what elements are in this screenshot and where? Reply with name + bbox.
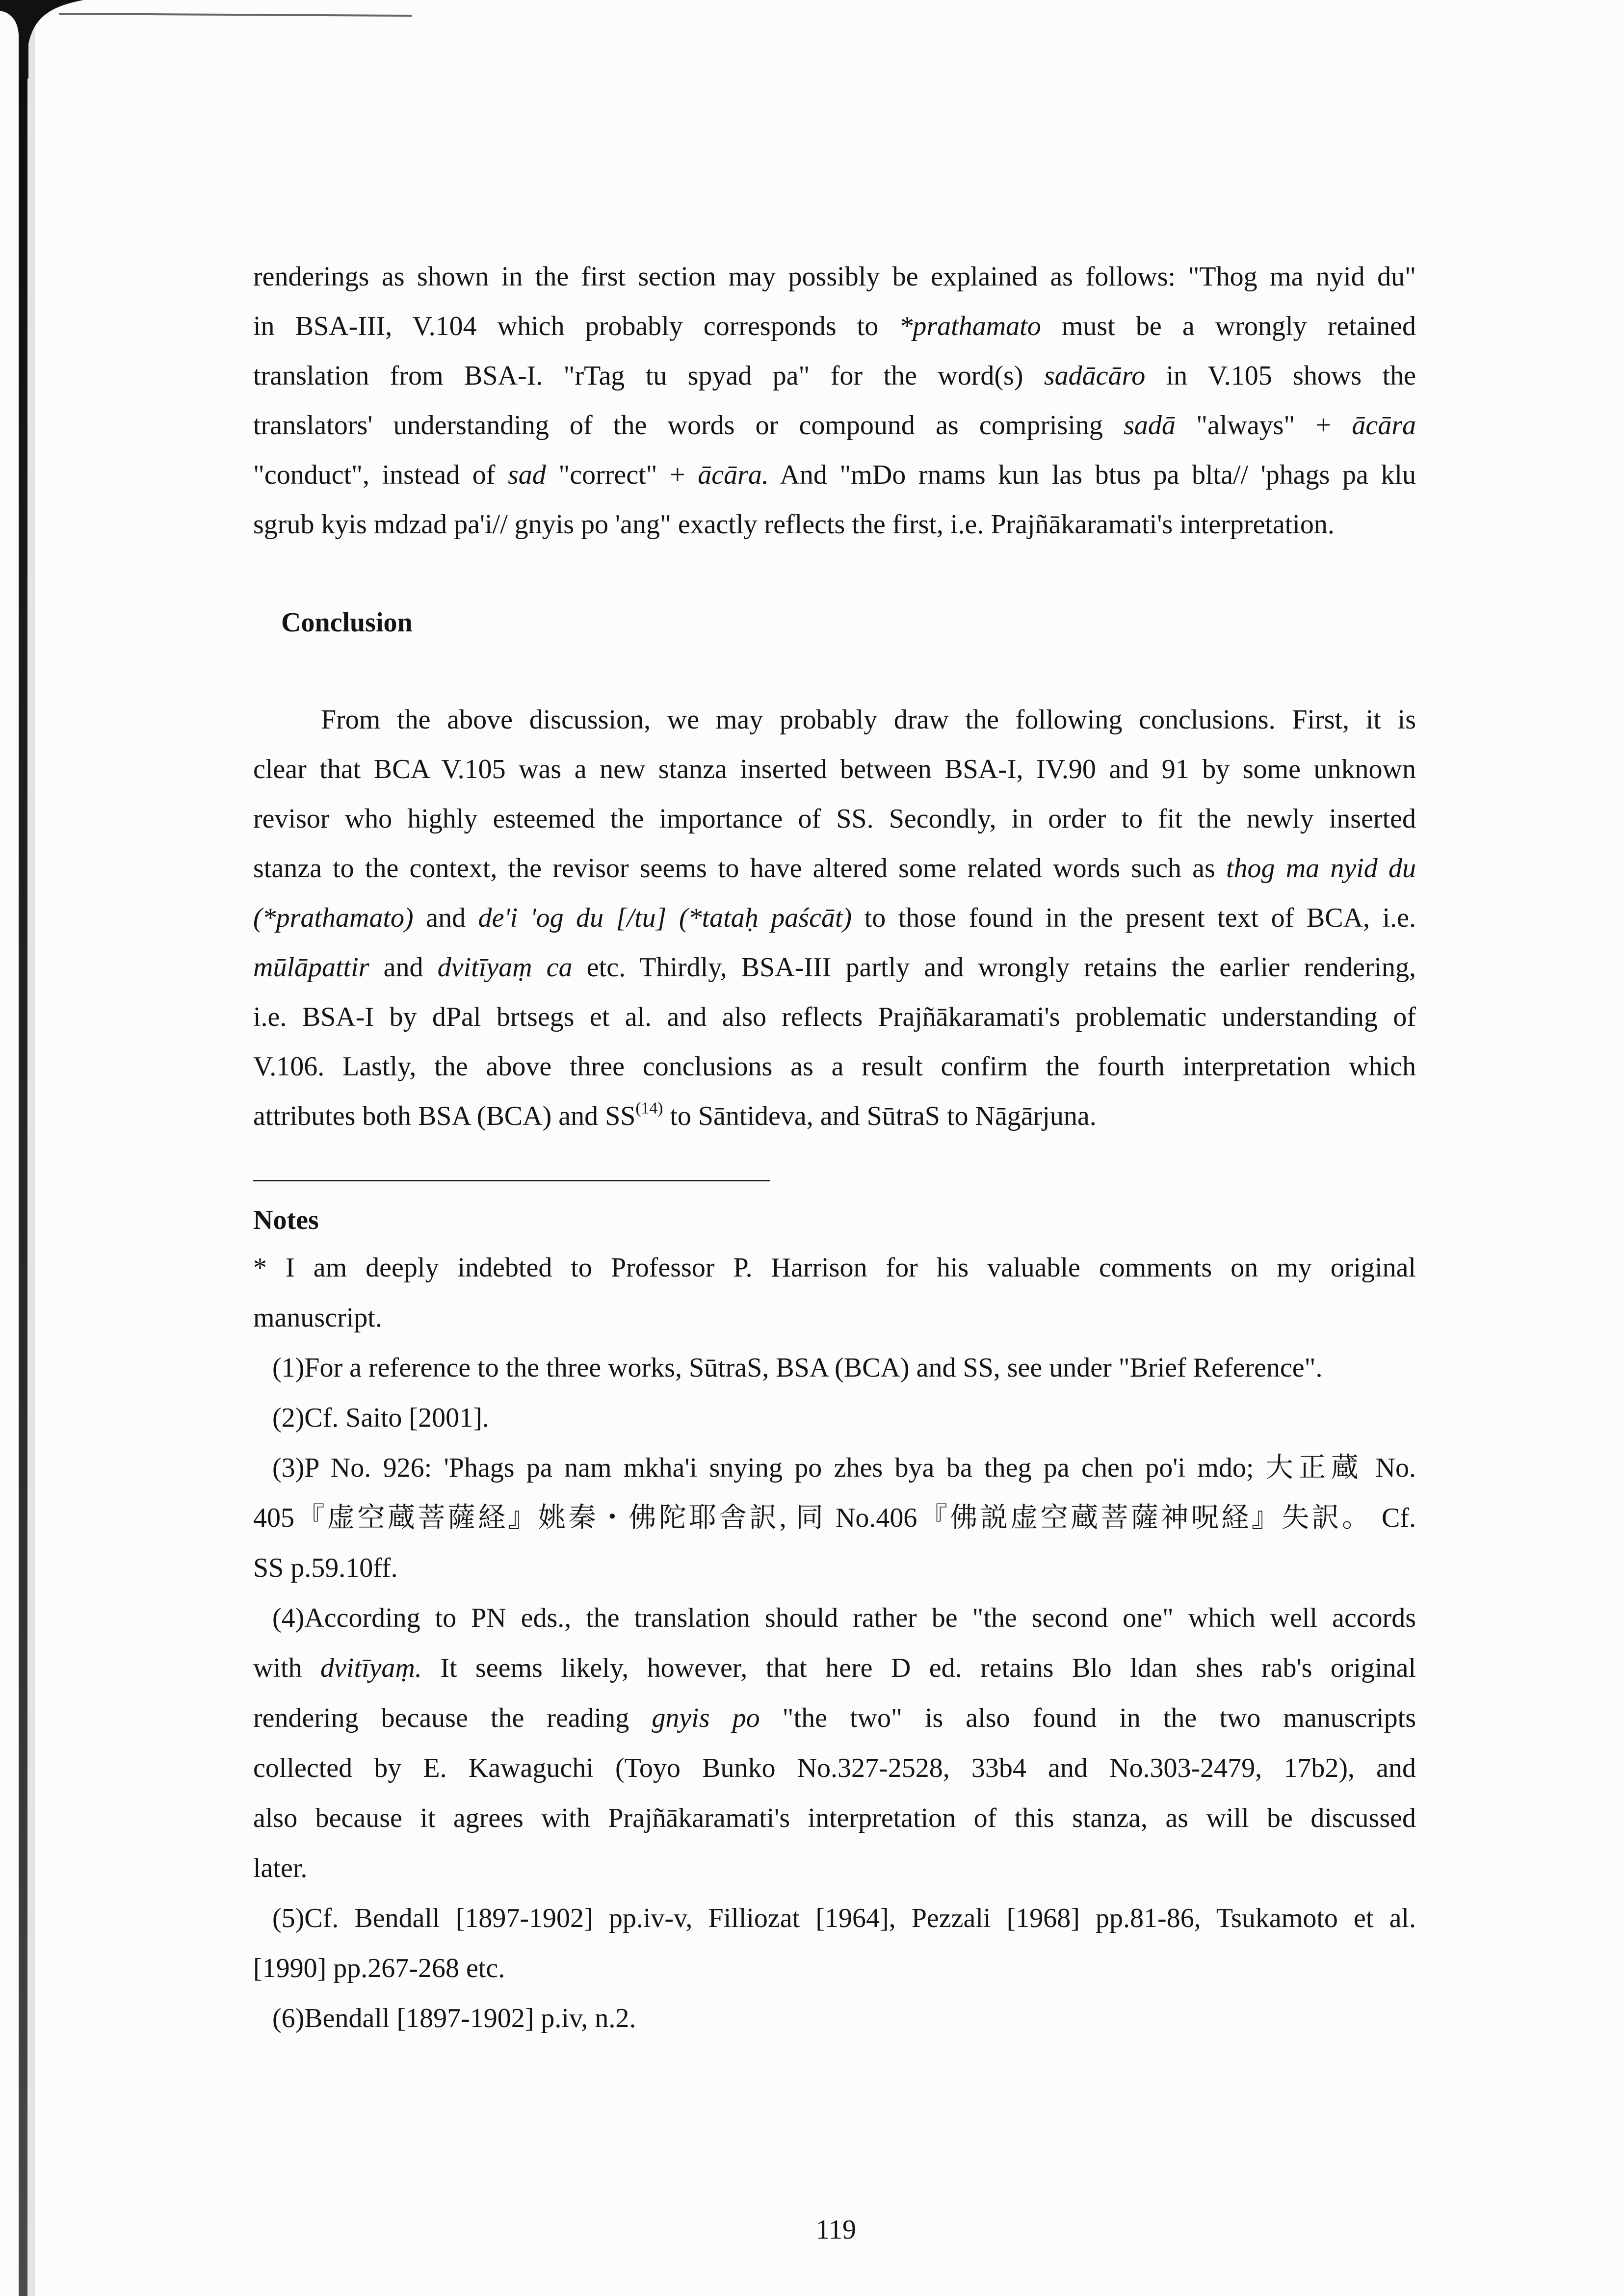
text-line [253,1643,1416,1693]
note-acknowledgement [253,1243,1416,1343]
text-line [253,1693,1416,1743]
text-line [253,1042,1416,1092]
footnote-separator [253,1180,770,1181]
text-run: translators' understanding of the words or compound as comprising [253,410,1124,441]
italic-term: ācāra. [698,460,769,490]
italic-term: dvitīyaṃ ca [437,952,573,983]
text-run: (1)For a reference to the three works, SūtraS, BSA (BCA) and SS, see under "Brief Reference". [272,1353,1323,1383]
text-line [253,401,1416,450]
text-line [253,844,1416,893]
note-3 [253,1443,1416,1593]
italic-term: ācāra [1352,410,1416,441]
italic-term: mūlāpattir [253,952,369,983]
text-run: It seems likely, however, that here D ed. retains Blo ldan shes rab's original [421,1653,1416,1683]
italic-term: thog ma nyid du [1226,853,1416,884]
note-4 [253,1593,1416,1893]
text-run: (5)Cf. Bendall [1897-1902] pp.iv-v, Filliozat [1964], Pezzali [1968] pp.81-86, Tsukamoto et al. [272,1903,1416,1933]
text-line [253,1243,1416,1293]
text-line [253,745,1416,794]
italic-term: sadā [1124,410,1176,441]
text-run: "always" + [1175,410,1352,441]
text-run: (6)Bendall [1897-1902] p.iv, n.2. [272,2003,636,2034]
text-run: (2)Cf. Saito [2001]. [272,1403,489,1433]
text-line [253,450,1416,500]
text-run: translation from BSA-I. "rTag tu spyad pa" for the word(s) [253,361,1044,391]
text-run: * I am deeply indebted to Professor P. Harrison for his valuable comments on my original [253,1252,1416,1283]
note-5 [253,1893,1416,1993]
text-run: collected by E. Kawaguchi (Toyo Bunko No.327-2528, 33b4 and No.303-2479, 17b2), and [253,1753,1416,1783]
note-2 [253,1393,1416,1443]
text-run: to those found in the present text of BCA, i.e. [852,903,1416,933]
text-line [253,893,1416,943]
text-line [253,252,1416,302]
notes-heading: Notes [253,1205,319,1235]
text-run: [1990] pp.267-268 etc. [253,1953,505,1983]
text-line [253,302,1416,351]
text-run: with [253,1653,321,1683]
text-line [253,1293,1416,1343]
text-run: (4)According to PN eds., the translation should rather be "the second one" which well accords [272,1603,1416,1633]
text-run: also because it agrees with Prajñākaramati's interpretation of this stanza, as will be discussed [253,1803,1416,1833]
italic-term: *prathamato [899,311,1041,341]
text-run: And "mDo rnams kun las btus pa blta// 'phags pa klu [768,460,1416,490]
text-run: and [413,903,478,933]
text-run: in V.105 shows the [1145,361,1416,391]
text-run: renderings as shown in the first section may possibly be explained as follows: "Thog ma nyid du" [253,261,1416,292]
text-run: attributes both BSA (BCA) and SS [253,1101,636,1131]
text-line [253,794,1416,844]
text-line [253,1343,1416,1393]
text-run: rendering because the reading [253,1703,652,1733]
notes-list [253,1243,1416,2043]
text-line [253,1943,1416,1993]
text-run: in BSA-III, V.104 which probably corresponds to [253,311,899,341]
page-number: 119 [816,2215,856,2245]
text-run: "conduct", instead of [253,460,508,490]
continuation-paragraph [253,252,1416,549]
text-run: clear that BCA V.105 was a new stanza inserted between BSA-I, IV.90 and 91 by some unknown [253,754,1416,784]
italic-term: sadācāro [1044,361,1146,391]
text-run: and [369,952,438,983]
note-reference: (14) [635,1099,663,1118]
text-run: (3)P No. 926: 'Phags pa nam mkha'i snying po zhes bya ba theg pa chen po'i mdo; 大正蔵 No. [272,1453,1416,1483]
text-line [253,351,1416,401]
binding-soft-shadow [27,0,35,2296]
top-edge-line [59,14,412,16]
text-run: sgrub kyis mdzad pa'i// gnyis po 'ang" exactly reflects the first, i.e. Prajñākaramati's interpretation. [253,509,1335,540]
text-run: later. [253,1853,308,1883]
text-line [253,992,1416,1042]
text-run: stanza to the context, the revisor seems to have altered some related words such as [253,853,1226,884]
text-run: "correct" + [546,460,698,490]
text-line [253,500,1416,549]
text-line [253,1092,1416,1141]
text-run: to Sāntideva, and SūtraS to Nāgārjuna. [663,1101,1097,1131]
text-run: From the above discussion, we may probably draw the following conclusions. First, it is [321,704,1416,735]
italic-term: gnyis po [652,1703,760,1733]
text-line [253,1543,1416,1593]
text-line [253,1993,1416,2043]
text-line [253,1493,1416,1543]
text-run: i.e. BSA-I by dPal brtsegs et al. and also reflects Prajñākaramati's problematic understanding of [253,1002,1416,1032]
italic-term: dvitīyaṃ. [320,1653,422,1683]
italic-term: sad [508,460,546,490]
conclusion-paragraph [253,695,1416,1141]
note-6 [253,1993,1416,2043]
note-1 [253,1343,1416,1393]
text-run: revisor who highly esteemed the importance of SS. Secondly, in order to fit the newly inserted [253,804,1416,834]
text-run: V.106. Lastly, the above three conclusions as a result confirm the fourth interpretation which [253,1051,1416,1082]
text-run: manuscript. [253,1303,382,1333]
text-line [253,695,1416,745]
text-run: must be a wrongly retained [1041,311,1416,341]
binding-corner [0,0,83,78]
text-run: 405『虚空蔵菩薩経』姚秦・佛陀耶舎訳, 同 No.406『佛説虚空蔵菩薩神呪経』失訳。 Cf. [253,1503,1416,1533]
text-line [253,1443,1416,1493]
binding-edge-line [19,29,27,2296]
text-line [253,1743,1416,1793]
text-run: etc. Thirdly, BSA-III partly and wrongly retains the earlier rendering, [572,952,1416,983]
text-run: "the two" is also found in the two manuscripts [760,1703,1416,1733]
italic-term: de'i 'og du [/tu] (*tataḥ paścāt) [478,903,852,933]
text-line [253,1793,1416,1843]
italic-term: (*prathamato) [253,903,414,933]
section-heading-conclusion: Conclusion [281,607,413,638]
text-line [253,943,1416,992]
text-line [253,1843,1416,1893]
text-line [253,1593,1416,1643]
text-line [253,1893,1416,1943]
text-line [253,1393,1416,1443]
text-run: SS p.59.10ff. [253,1553,398,1583]
